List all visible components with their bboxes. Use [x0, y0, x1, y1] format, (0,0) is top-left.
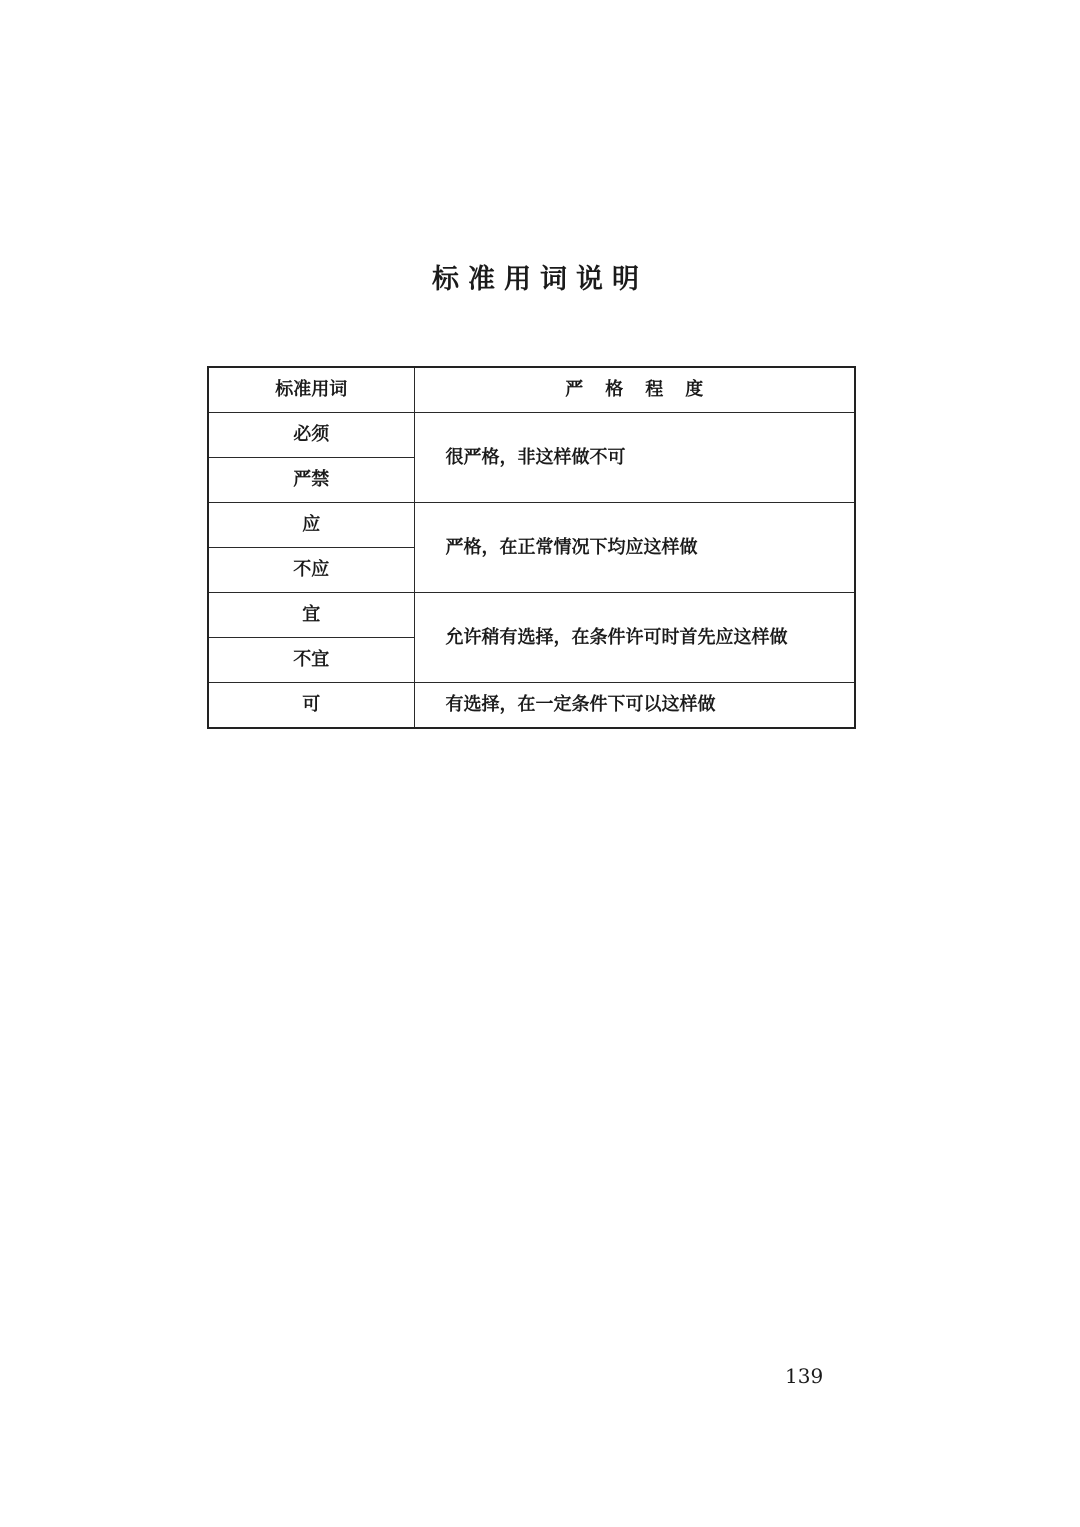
strictness-cell: 允许稍有选择，在条件许可时首先应这样做 [414, 593, 855, 683]
page-title: 标准用词说明 [432, 264, 648, 295]
standard-terms-table [207, 366, 856, 729]
header-standard-term: 标准用词 [208, 367, 414, 413]
table-header-row [208, 367, 855, 413]
page-number: 139 [785, 1364, 824, 1388]
table-row [208, 413, 855, 458]
term-cell: 不宜 [208, 638, 414, 683]
table-row [208, 503, 855, 548]
header-strictness: 严格程度 [414, 367, 855, 413]
term-cell: 必须 [208, 413, 414, 458]
strictness-cell: 严格，在正常情况下均应这样做 [414, 503, 855, 593]
table-row [208, 593, 855, 638]
term-cell: 严禁 [208, 458, 414, 503]
term-cell: 应 [208, 503, 414, 548]
strictness-cell: 很严格，非这样做不可 [414, 413, 855, 503]
term-cell: 可 [208, 683, 414, 729]
term-cell: 不应 [208, 548, 414, 593]
term-cell: 宜 [208, 593, 414, 638]
table-row [208, 683, 855, 729]
strictness-cell: 有选择，在一定条件下可以这样做 [414, 683, 855, 729]
